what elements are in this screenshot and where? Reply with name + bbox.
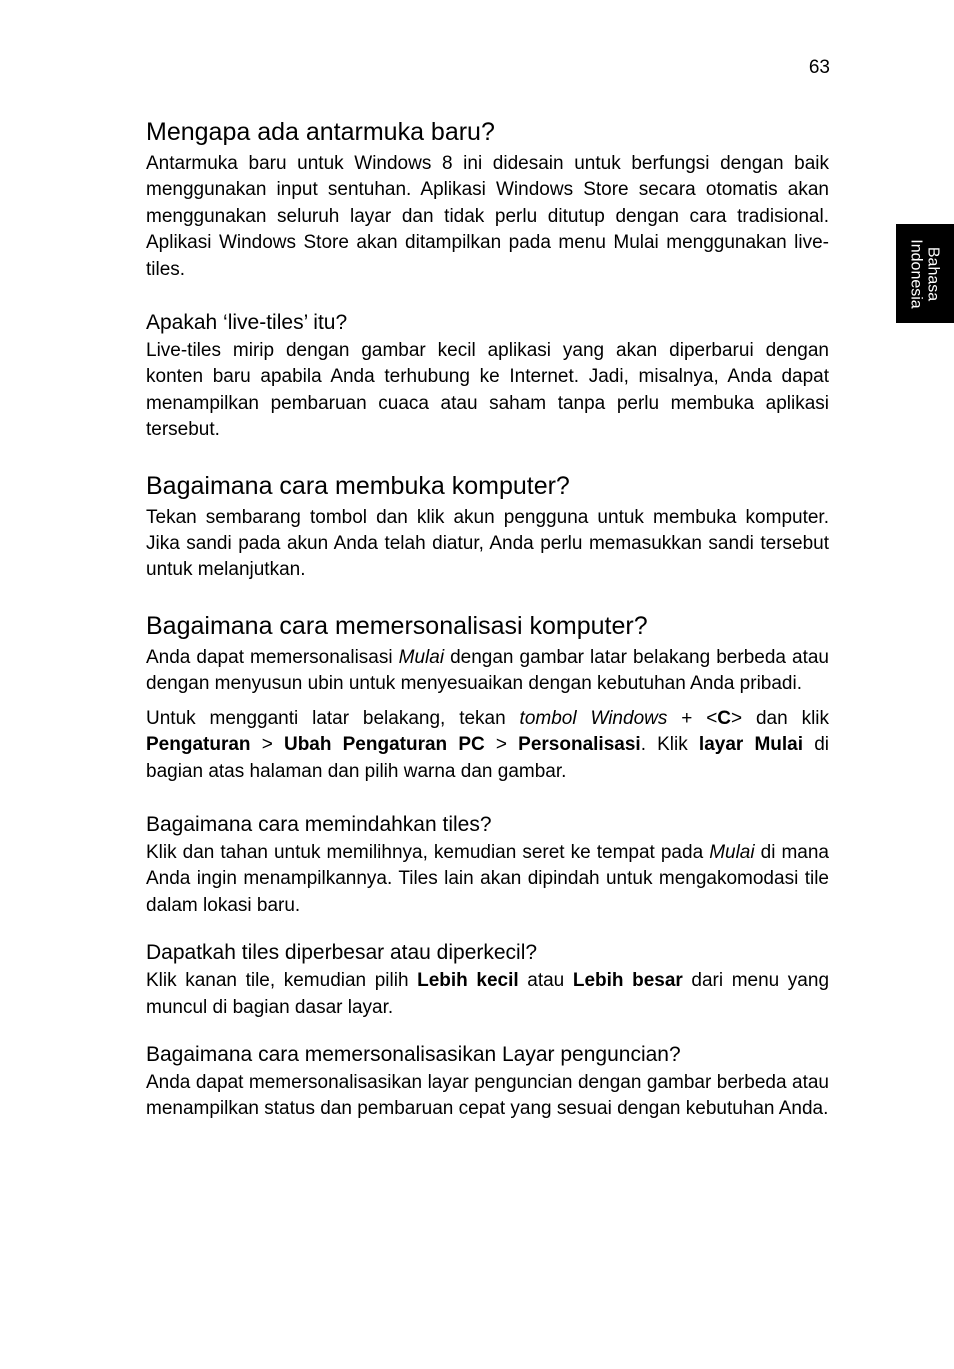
heading-move-tiles: Bagaimana cara memindahkan tiles? xyxy=(146,812,492,836)
text-run: Klik dan tahan untuk memilihnya, kemudian seret ke tempat pada xyxy=(146,841,710,863)
paragraph-lock-screen: Anda dapat memersonalisasikan layar penguncian dengan gambar berbeda atau menampilkan status dan pembaruan cepat yang sesuai dengan kebutuhan Anda. xyxy=(146,1071,829,1120)
heading-lock-screen: Bagaimana cara memersonalisasikan Layar penguncian? xyxy=(146,1042,681,1066)
term-layar-mulai: layar Mulai xyxy=(698,734,804,756)
key-c: C xyxy=(717,707,732,729)
section-resize-tiles xyxy=(146,940,829,1021)
heading-live-tiles: Apakah ‘live-tiles’ itu? xyxy=(146,311,348,335)
page-number: 63 xyxy=(808,57,830,78)
section-new-interface xyxy=(146,117,829,283)
text-run: dengan gambar latar belakang berbeda atau dengan menyusun ubin untuk menyesuaikan dengan kebutuhan Anda pribadi. xyxy=(146,646,829,695)
term-lebih-kecil: Lebih kecil xyxy=(417,970,519,992)
heading-resize-tiles: Dapatkah tiles diperbesar atau diperkecil? xyxy=(146,941,538,965)
text-run: > xyxy=(484,734,519,756)
section-personalize xyxy=(146,611,829,785)
text-run: . Klik xyxy=(640,734,699,756)
term-lebih-besar: Lebih besar xyxy=(572,970,683,992)
heading-open-computer: Bagaimana cara membuka komputer? xyxy=(146,471,570,500)
page-content xyxy=(146,117,829,1150)
text-run: atau xyxy=(518,970,573,992)
paragraph-personalize-2 xyxy=(146,706,829,785)
text-run: > dan klik xyxy=(731,707,830,729)
heading-new-interface: Mengapa ada antarmuka baru? xyxy=(146,118,495,146)
term-tombol-windows: tombol Windows xyxy=(519,707,668,729)
language-tab-line2: Indonesia xyxy=(908,238,926,309)
paragraph-move-tiles xyxy=(146,840,829,919)
term-personalisasi: Personalisasi xyxy=(518,734,641,756)
text-run: Klik kanan tile, kemudian pilih xyxy=(146,970,418,992)
paragraph-live-tiles: Live-tiles mirip dengan gambar kecil aplikasi yang akan diperbarui dengan konten baru apabila Anda terhubung ke Internet. Jadi, misalnya, Anda dapat menampilkan pembaruan cuaca atau saham tanpa perlu membuka aplikasi tersebut. xyxy=(146,340,829,441)
language-tab-label xyxy=(908,239,942,308)
term-pengaturan: Pengaturan xyxy=(146,734,251,756)
section-lock-screen xyxy=(146,1042,829,1123)
paragraph-open-computer: Tekan sembarang tombol dan klik akun pengguna untuk membuka komputer. Jika sandi pada akun Anda telah diatur, Anda perlu memasukkan sandi tersebut untuk melanjutkan. xyxy=(146,506,829,581)
text-run: di bagian atas halaman dan pilih warna dan gambar. xyxy=(146,734,829,782)
term-ubah-pengaturan-pc: Ubah Pengaturan PC xyxy=(283,734,485,756)
paragraph-personalize-1 xyxy=(146,645,829,698)
paragraph-resize-tiles xyxy=(146,968,829,1021)
term-mulai: Mulai xyxy=(709,841,755,863)
text-run: > xyxy=(250,734,284,756)
text-run: Anda dapat memersonalisasi xyxy=(146,646,399,668)
term-mulai: Mulai xyxy=(398,646,445,668)
paragraph-new-interface: Antarmuka baru untuk Windows 8 ini didesain untuk berfungsi dengan baik menggunakan input sentuhan. Aplikasi Windows Store secara otomatis akan menggunakan seluruh layar dan tidak perlu ditutup dengan cara tradisional. Aplikasi Windows Store akan ditampilkan pada menu Mulai menggunakan live-tiles. xyxy=(146,153,829,280)
heading-personalize: Bagaimana cara memersonalisasi komputer? xyxy=(146,611,648,640)
text-run: + < xyxy=(667,707,718,729)
section-move-tiles xyxy=(146,812,829,919)
text-run: di mana Anda ingin menampilkannya. Tiles lain akan dipindah untuk mengakomodasi tile dalam lokasi baru. xyxy=(146,841,829,916)
section-live-tiles xyxy=(146,310,829,444)
section-open-computer xyxy=(146,471,829,584)
language-side-tab xyxy=(896,224,954,323)
text-run: dari menu yang muncul di bagian dasar layar. xyxy=(146,970,830,1018)
text-run: Untuk mengganti latar belakang, tekan xyxy=(146,707,520,729)
language-tab-line1: Bahasa xyxy=(925,246,943,301)
